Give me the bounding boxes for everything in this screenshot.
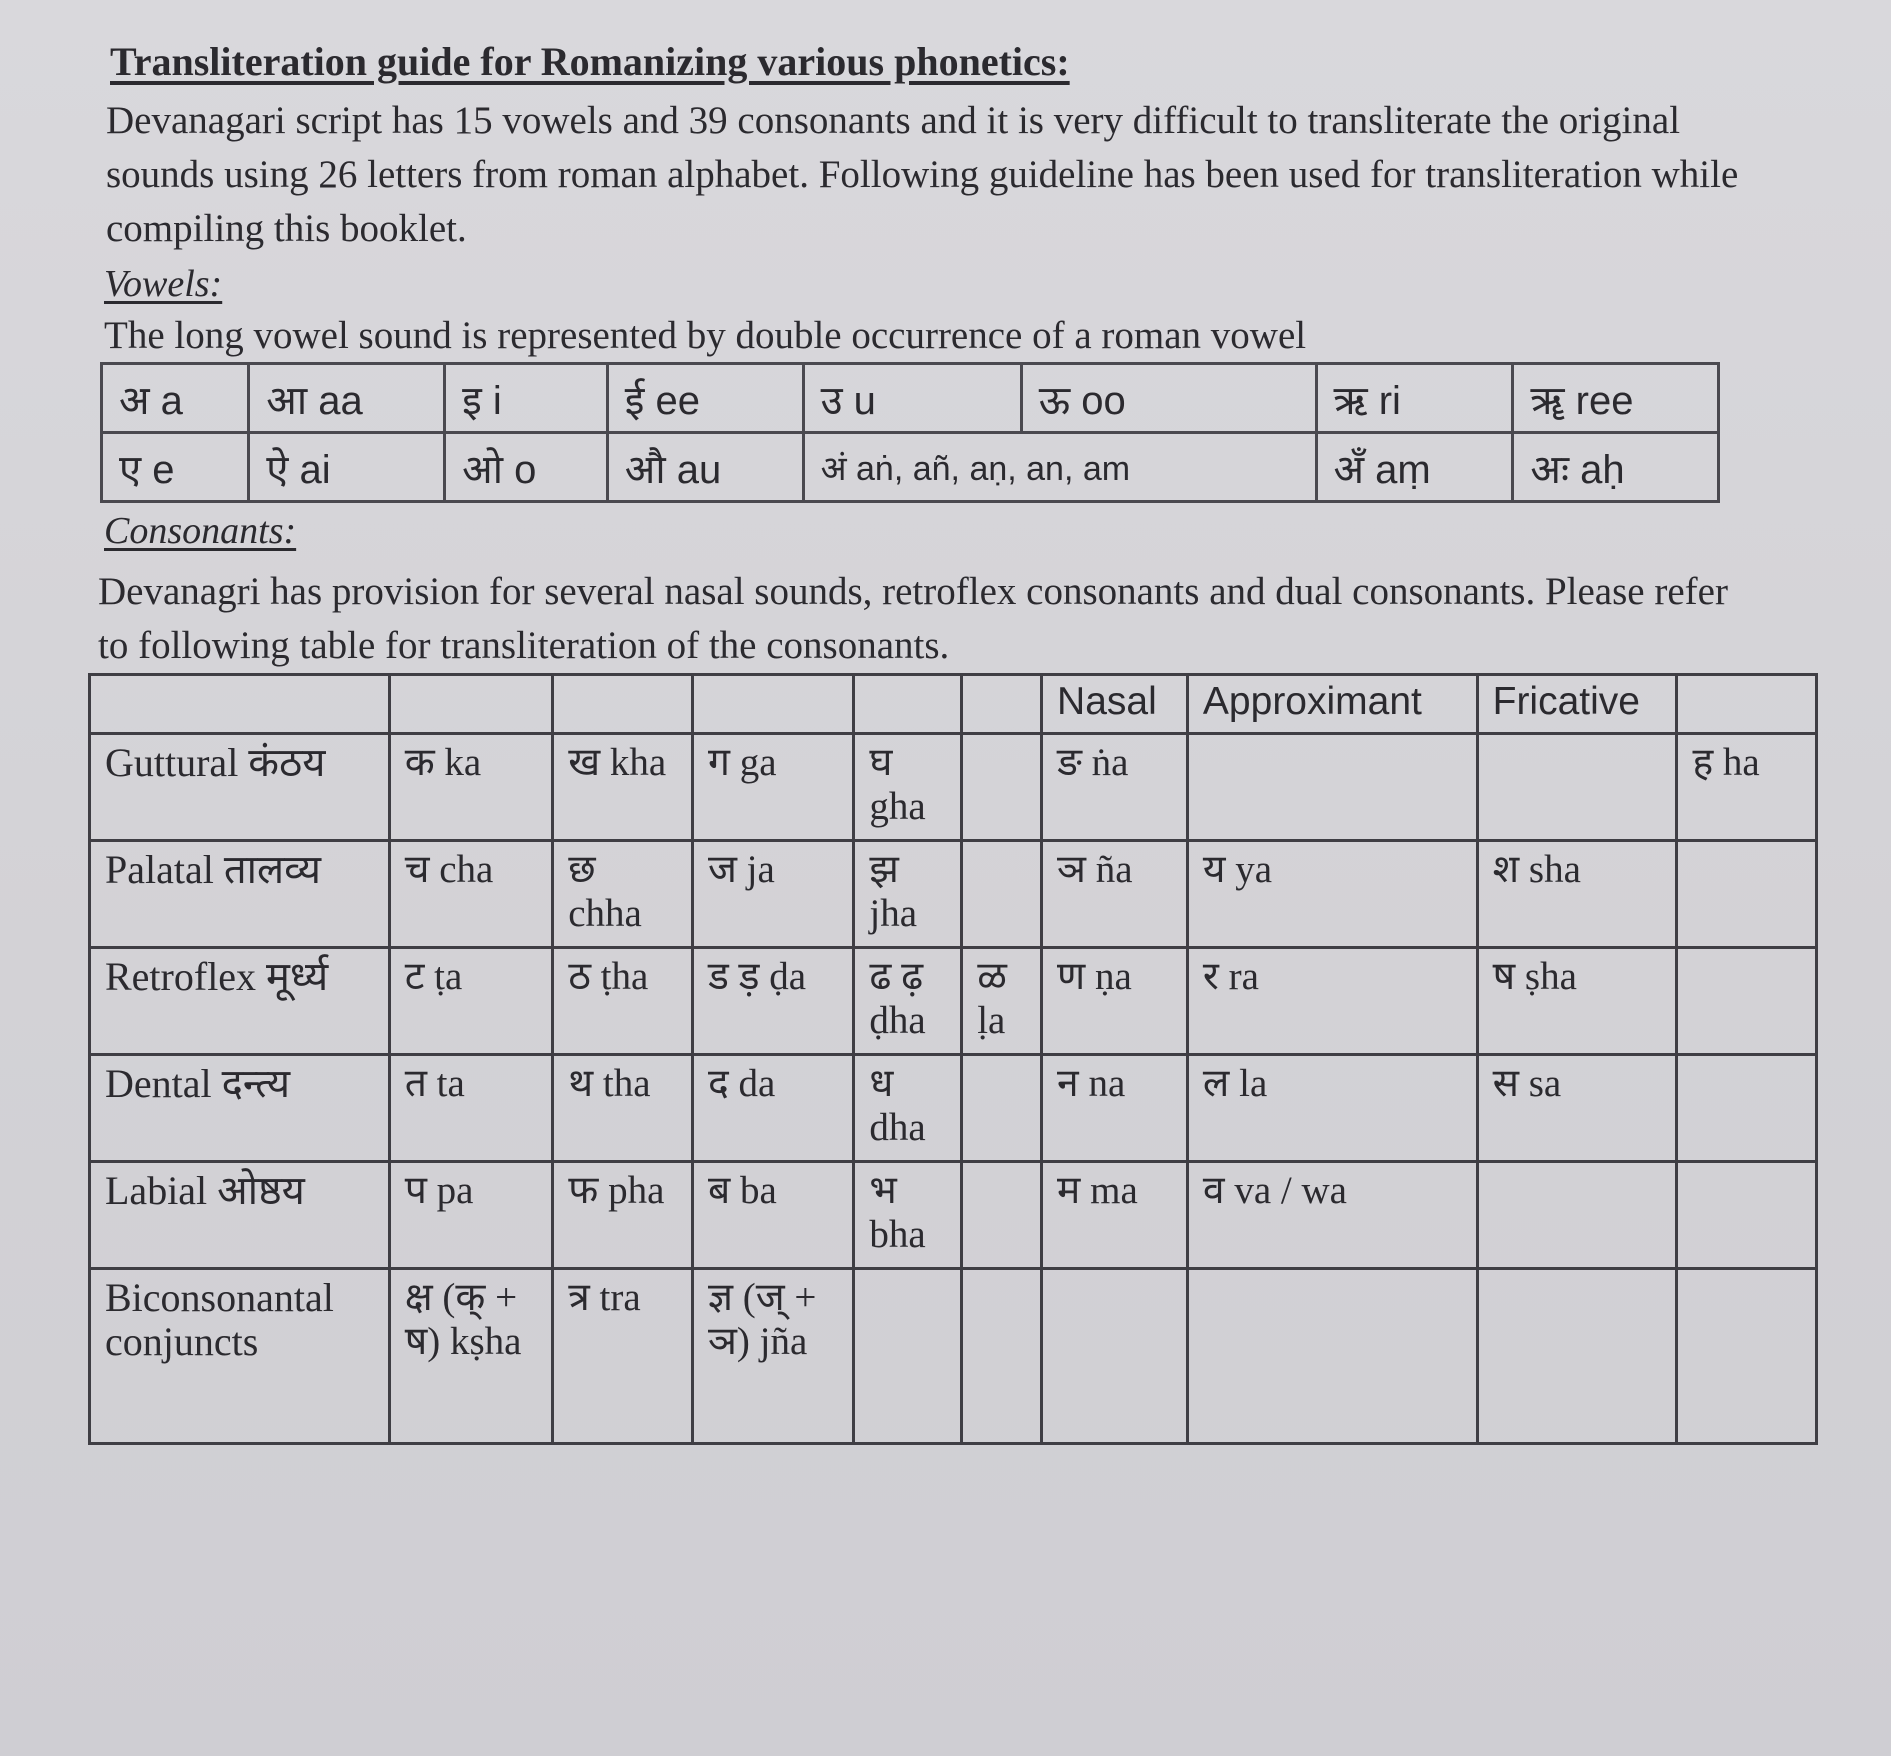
vowel-row [102,433,1719,502]
consonant-cell [1042,1269,1188,1444]
consonant-cell: श sha [1477,841,1677,948]
vowel-cell: उ u [803,364,1021,433]
consonant-cell: ङ ṅa [1042,734,1188,841]
consonant-cell: ष ṣha [1477,948,1677,1055]
vowel-cell: आ aa [249,364,445,433]
consonant-cell: च cha [389,841,553,948]
consonant-cell: ढ ढ़ ḍha [854,948,962,1055]
row-label: Dental दन्त्य [90,1055,390,1162]
consonant-cell [962,1055,1042,1162]
consonant-cell [1677,1269,1817,1444]
header-cell [692,675,853,734]
consonant-cell: ज्ञ (ज् + ञ) jña [692,1269,853,1444]
consonant-cell [1677,948,1817,1055]
vowel-cell: ई ee [607,364,803,433]
consonant-cell: थ tha [553,1055,693,1162]
consonant-cell: ठ ṭha [553,948,693,1055]
consonant-cell: ध dha [854,1055,962,1162]
vowel-cell: अः aḥ [1513,433,1719,502]
consonant-cell [1187,734,1477,841]
consonant-cell [1677,1055,1817,1162]
row-label: Palatal तालव्य [90,841,390,948]
consonant-cell [1477,1162,1677,1269]
consonant-cell: भ bha [854,1162,962,1269]
row-label: Guttural कंठय [90,734,390,841]
consonants-intro: Devanagri has provision for several nasal sounds, retroflex consonants and dual consonants. Please refer to following table for transliteration of the consonants. [98,570,1728,667]
row-label: Biconsonantal conjuncts [90,1269,390,1444]
consonant-cell: क ka [389,734,553,841]
consonant-cell: झ jha [854,841,962,948]
consonant-cell [1187,1269,1477,1444]
consonant-cell [1477,734,1677,841]
vowel-cell: ऊ oo [1021,364,1316,433]
consonant-cell: क्ष (क् + ष) kṣha [389,1269,553,1444]
table-row [90,948,1817,1055]
header-nasal: Nasal [1042,675,1188,734]
consonants-table [88,673,1818,1445]
header-cell [90,675,390,734]
consonant-cell: ट ṭa [389,948,553,1055]
consonant-cell: त ta [389,1055,553,1162]
vowels-table [100,362,1720,503]
consonant-cell: ल la [1187,1055,1477,1162]
consonant-cell: य ya [1187,841,1477,948]
consonant-cell [1477,1269,1677,1444]
consonant-cell [1677,841,1817,948]
vowel-cell: ऋ ri [1316,364,1513,433]
consonants-header-row [90,675,1817,734]
vowels-intro: The long vowel sound is represented by double occurrence of a roman vowel [104,314,1307,357]
header-cell [854,675,962,734]
vowel-cell: अ a [102,364,249,433]
vowel-cell: अं aṅ, añ, aṇ, an, am [803,433,1316,502]
consonant-cell: ळ ḷa [962,948,1042,1055]
consonant-cell: द da [692,1055,853,1162]
vowel-cell: ॠ ree [1513,364,1719,433]
table-row [90,734,1817,841]
table-row [90,841,1817,948]
vowel-cell: ए e [102,433,249,502]
intro-paragraph: Devanagari script has 15 vowels and 39 consonants and it is very difficult to transliterate the original sounds using 26 letters from roman alphabet. Following guideline has been used for transliteration while compiling this booklet. [106,99,1739,250]
consonant-cell: ण ṇa [1042,948,1188,1055]
consonant-cell: फ pha [553,1162,693,1269]
vowel-row [102,364,1719,433]
table-row [90,1055,1817,1162]
vowel-cell: औ au [607,433,803,502]
table-row [90,1269,1817,1444]
consonant-cell: ज ja [692,841,853,948]
consonant-cell [1677,1162,1817,1269]
vowel-cell: ऐ ai [249,433,445,502]
vowels-heading: Vowels: [104,263,223,305]
row-label: Labial ओष्ठय [90,1162,390,1269]
header-approximant: Approximant [1187,675,1477,734]
vowel-cell: अँ aṃ [1316,433,1513,502]
table-row [90,1162,1817,1269]
consonant-cell [962,841,1042,948]
consonant-cell: ञ ña [1042,841,1188,948]
header-cell [1677,675,1817,734]
consonant-cell: ख kha [553,734,693,841]
consonant-cell: स sa [1477,1055,1677,1162]
consonant-cell: ड ड़ ḍa [692,948,853,1055]
consonant-cell: छ chha [553,841,693,948]
header-cell [553,675,693,734]
consonant-cell [854,1269,962,1444]
consonant-cell: ग ga [692,734,853,841]
consonants-heading: Consonants: [104,510,297,552]
vowel-cell: इ i [445,364,608,433]
consonant-cell: ह ha [1677,734,1817,841]
page-title: Transliteration guide for Romanizing various phonetics: [110,39,1070,84]
consonant-cell: व va / wa [1187,1162,1477,1269]
consonant-cell: ब ba [692,1162,853,1269]
header-cell [962,675,1042,734]
consonant-cell: घ gha [854,734,962,841]
consonant-cell [962,1162,1042,1269]
header-cell [389,675,553,734]
consonant-cell [962,1269,1042,1444]
consonant-cell: म ma [1042,1162,1188,1269]
consonant-cell: र ra [1187,948,1477,1055]
document-page [96,36,1826,1445]
consonant-cell: प pa [389,1162,553,1269]
row-label: Retroflex मूर्ध्य [90,948,390,1055]
consonant-cell: त्र tra [553,1269,693,1444]
consonant-cell: न na [1042,1055,1188,1162]
header-fricative: Fricative [1477,675,1677,734]
vowel-cell: ओ o [445,433,608,502]
consonant-cell [962,734,1042,841]
